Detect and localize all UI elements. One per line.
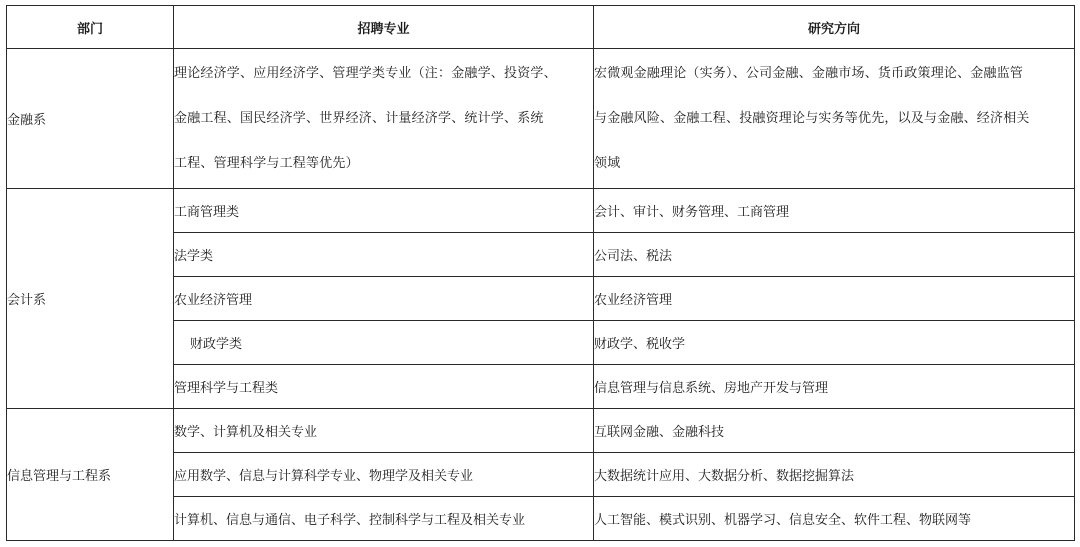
direction-cell: 大数据统计应用、大数据分析、数据挖掘算法 (594, 453, 1075, 497)
major-cell: 应用数学、信息与计算科学专业、物理学及相关专业 (174, 453, 594, 497)
table-row (7, 49, 1075, 189)
major-cell: 法学类 (174, 233, 594, 277)
table-row (7, 189, 1075, 233)
major-cell: 管理科学与工程类 (174, 365, 594, 409)
direction-cell: 信息管理与信息系统、房地产开发与管理 (594, 365, 1075, 409)
major-line: 金融工程、国民经济学、世界经济、计量经济学、统计学、系统 (174, 111, 544, 126)
direction-cell: 财政学、税收学 (594, 321, 1075, 365)
header-department: 部门 (7, 6, 174, 49)
direction-line: 宏微观金融理论（实务）、公司金融、金融市场、货币政策理论、金融监管 (594, 66, 1024, 81)
table-row (7, 409, 1075, 453)
major-cell: 财政学类 (174, 321, 594, 365)
direction-cell: 人工智能、模式识别、机器学习、信息安全、软件工程、物联网等 (594, 497, 1075, 541)
major-cell: 农业经济管理 (174, 277, 594, 321)
direction-cell: 农业经济管理 (594, 277, 1075, 321)
direction-cell (594, 49, 1075, 189)
major-cell: 计算机、信息与通信、电子科学、控制科学与工程及相关专业 (174, 497, 594, 541)
table-header-row (7, 6, 1075, 49)
major-line: 理论经济学、应用经济学、管理学类专业（注：金融学、投资学、 (174, 66, 557, 81)
direction-cell: 会计、审计、财务管理、工商管理 (594, 189, 1075, 233)
direction-line: 领域 (594, 156, 621, 171)
department-info-management: 信息管理与工程系 (7, 409, 174, 541)
major-cell (174, 49, 594, 189)
recruitment-table-wrapper (6, 5, 1074, 541)
direction-line: 与金融风险、金融工程、投融资理论与实务等优先，以及与金融、经济相关 (594, 111, 1030, 126)
direction-cell: 公司法、税法 (594, 233, 1075, 277)
major-cell: 工商管理类 (174, 189, 594, 233)
major-line: 工程、管理科学与工程等优先） (174, 156, 359, 171)
header-direction: 研究方向 (594, 6, 1075, 49)
direction-cell: 互联网金融、金融科技 (594, 409, 1075, 453)
department-accounting: 会计系 (7, 189, 174, 409)
header-major: 招聘专业 (174, 6, 594, 49)
major-cell: 数学、计算机及相关专业 (174, 409, 594, 453)
recruitment-table (6, 5, 1075, 541)
department-finance: 金融系 (7, 49, 174, 189)
